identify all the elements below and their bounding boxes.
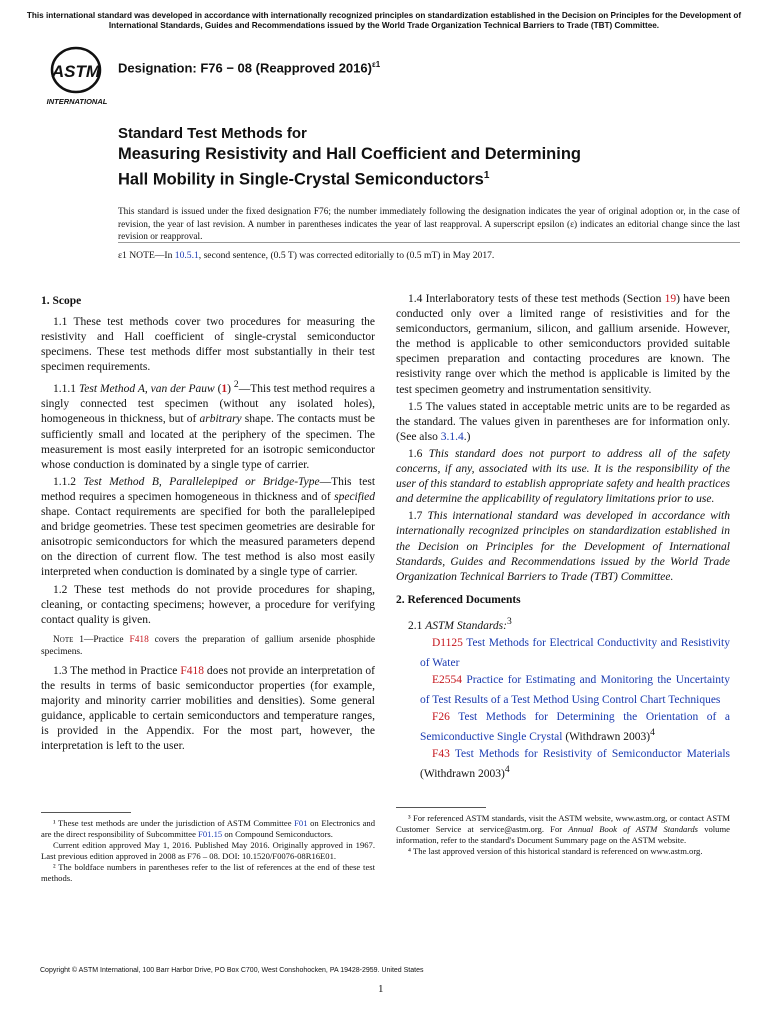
copyright-footer: Copyright © ASTM International, 100 Barr Harbor Drive, PO Box C700, West Conshohocken, PA 19428-2959. United States [40, 967, 424, 974]
footnote-2: ² The boldface numbers in parentheses refer to the list of references at the end of these test methods. [41, 862, 375, 883]
link-f418-note[interactable]: F418 [129, 634, 149, 645]
footnote-1-edition: Current edition approved May 1, 2016. Published May 2016. Originally approved in 1967. Last previous edition approved in 2008 as F76 – 08. DOI: 10.1520/F0076-08R16E01. [41, 840, 375, 861]
page-number: 1 [378, 983, 384, 995]
footnotes-right [396, 813, 730, 857]
footnote-1: ¹ These test methods are under the jurisdiction of ASTM Committee F01 on Electronics and are the direct responsibility of Subcommittee F01.15 on Compound Semiconductors. [41, 818, 375, 839]
header-rule [118, 242, 740, 243]
astm-logo [42, 44, 112, 106]
para-1-4: 1.4 Interlaboratory tests of these test methods (Section 19) have been conducted only over a limited range of resistivities and for the semiconductors, germanium, silicon, and gallium arsenide. However, the method is applicable to other semiconductors provided suitable specimen preparation and contacting procedures are known. The resistivity range over which the method is applicable is limited by the test specimen geometry and instrumentation sensitivity. [396, 293, 730, 396]
link-f01-15[interactable]: F01.15 [198, 829, 223, 839]
footnote-rule-left [41, 812, 131, 813]
logo-text: ASTM [51, 62, 101, 81]
para-1-7: 1.7 This international standard was developed in accordance with internationally recognized principles on standardization established in the Decision on Principles for the Development of International Standards, Guides and Recommendations issued by the World Trade Organization Technical Barriers to Trade (TBT) Committee. [396, 510, 731, 583]
link-f418[interactable]: F418 [180, 664, 204, 677]
link-3-1-4[interactable]: 3.1.4 [440, 430, 464, 443]
designation: Designation: F76 − 08 (Reapproved 2016)$^{\varepsilon 1}$ [118, 60, 381, 76]
footnotes-left [41, 818, 375, 884]
ref-f26[interactable]: F26 Test Methods for Determining the Orientation of a Semiconductive Single Crystal (Withdrawn 2003)$^4$ [420, 710, 730, 743]
link-10-5-1[interactable]: 10.5.1 [174, 250, 199, 261]
link-f01[interactable]: F01 [294, 818, 308, 828]
ref-e2554[interactable]: E2554 Practice for Estimating and Monitoring the Uncertainty of Test Results of a Test Method Using Control Chart Techniques [420, 673, 730, 706]
scope-heading: 1. Scope [41, 295, 82, 307]
epsilon-note: ε1 NOTE—In 10.5.1, second sentence, (0.5 T) was corrected editorially to (0.5 mT) in May 2017. [118, 250, 495, 261]
left-column [41, 292, 375, 756]
footnote-3: ³ For referenced ASTM standards, visit the ASTM website, www.astm.org, or contact ASTM Customer Service at service@astm.org. For Annual Book of ASTM Standards volume information, refer to the standard's Document Summary page on the ASTM website. [396, 813, 730, 845]
ref-d1125[interactable]: D1125 Test Methods for Electrical Conductivity and Resistivity of Water [420, 636, 730, 669]
referenced-documents-heading: 2. Referenced Documents [396, 593, 521, 606]
para-1-1-1: 1.1.1 Test Method A, van der Pauw (1) $^2$—This test method requires a singly connected test specimen (without any isolated holes), homogeneous in thickness, but of arbitrary shape. The contacts must be sufficiently small and located at the periphery of the specimen. The measurement is most easily interpreted for an isotropic semiconductor whose conduction is dominated by a single type of carrier. [41, 379, 375, 471]
note-1: Note 1—Practice F418 covers the preparation of gallium arsenide phosphide specimens. [41, 634, 375, 657]
para-2-1: 2.1 ASTM Standards:$^3$ [408, 615, 512, 632]
para-1-1: 1.1 These test methods cover two procedures for measuring the resistivity and Hall coefficient of single-crystal semiconductor specimens. These test methods differ most substantially in their test specimen requirements. [41, 316, 375, 374]
right-column [396, 292, 730, 784]
ref-f43[interactable]: F43 Test Methods for Resistivity of Semiconductor Materials (Withdrawn 2003)$^4$ [420, 747, 730, 780]
link-section-19[interactable]: 19 [664, 293, 677, 305]
tbt-notice: This international standard was developed in accordance with internationally recognized principles on standardization established in the Decision on Principles for the Development of International Standards, Guides and Recommendations issued by the World Trade Organization Technical Barriers to Trade (TBT) Committee. [26, 11, 742, 30]
logo-subtext: INTERNATIONAL [46, 97, 108, 106]
footnote-4: ⁴ The last approved version of this historical standard is referenced on www.astm.org. [408, 846, 703, 856]
intro-paragraph: This standard is issued under the fixed designation F76; the number immediately following the designation indicates the year of original adoption or, in the case of revision, the year of last revision. A number in parentheses indicates the year of last reapproval. A superscript epsilon (ε) indicates an editorial change since the last revision or reapproval. [118, 207, 740, 242]
para-1-6: 1.6 This standard does not purport to address all of the safety concerns, if any, associated with its use. It is the responsibility of the user of this standard to establish appropriate safety and health practices and determine the applicability of regulatory limitations prior to use. [396, 447, 731, 506]
document-title: Standard Test Methods for Measuring Resistivity and Hall Coefficient and Determining Hall Mobility in Single-Crystal Semiconductors$^1$ [118, 125, 582, 189]
para-1-3: 1.3 The method in Practice F418 does not provide an interpretation of the results in terms of basic semiconductor properties (for example, majority and minority carrier mobilities and densities). Some general guidance, applicable to certain semiconductors and temperature ranges, is provided in the Appendix. For the most part, however, the interpretation is left to the user. [41, 664, 375, 753]
para-1-5: 1.5 The values stated in acceptable metric units are to be regarded as the standard. The values given in parentheses are for information only. (See also 3.1.4.) [396, 400, 730, 443]
para-1-1-2: 1.1.2 Test Method B, Parallelepiped or Bridge-Type—This test method requires a specimen homogeneous in thickness and of specified shape. Contact requirements are specified for both the parallelepiped and bridge geometries. These test specimen geometries are desirable for anisotropic semiconductors for which the measured parameters depend on the direction of current flow. The test method is also most easily interpreted when conduction is dominated by a single type of carrier. [41, 475, 376, 579]
footnote-rule-right [396, 807, 486, 808]
para-1-2: 1.2 These test methods do not provide procedures for shaping, cleaning, or contacting specimens; however, a procedure for verifying contact quality is given. [41, 583, 375, 626]
ref-1-link[interactable]: 1 [221, 383, 228, 396]
